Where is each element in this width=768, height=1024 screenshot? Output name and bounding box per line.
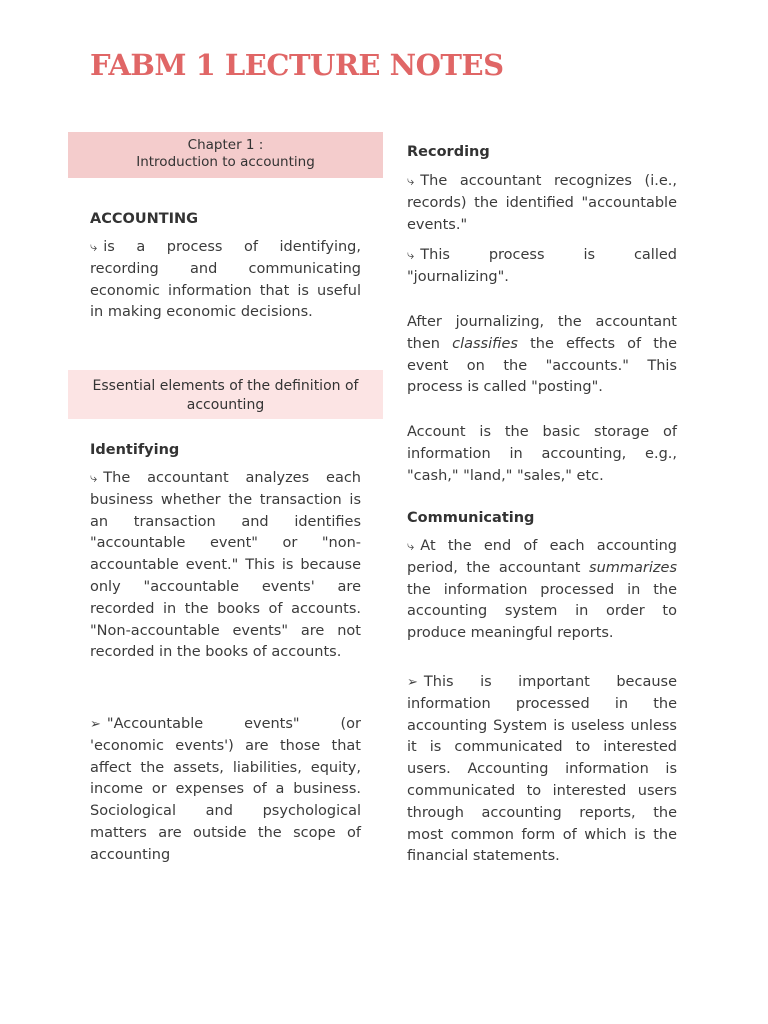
communicating-paragraph <box>407 536 677 645</box>
arrowhead-bullet-icon: ➢ <box>90 717 101 732</box>
identifying-heading: Identifying <box>90 442 180 458</box>
communicating-heading: Communicating <box>407 510 535 526</box>
account-definition-paragraph <box>407 422 677 487</box>
chapter-title: Introduction to accounting <box>136 154 315 170</box>
posting-paragraph <box>407 312 677 399</box>
account-definition-text: Account is the basic storage of information in accounting, e.g., "cash," "land," "sales," etc. <box>407 424 677 484</box>
importance-text: This is important because information processed in the accounting System is useless unless it is communicated to interested users. Accounting information is communicated to interested users through accounting reports, the most common form of which is the financial statements. <box>407 674 677 865</box>
recording-text-1: The accountant recognizes (i.e., records) the identified "accountable events." <box>407 173 677 233</box>
recording-paragraph-2 <box>407 245 677 289</box>
arrowhead-bullet-icon: ➢ <box>407 675 418 690</box>
communicating-text-emphasis: summarizes <box>589 559 678 576</box>
identifying-text: The accountant analyzes each business whether the transaction is an transaction and identifies "accountable event" or "non-accountable event." This is because only "accountable events' are recorded in the books of accounts. "Non-accountable events" are not recorded in the books of accounts. <box>90 470 361 661</box>
recording-heading: Recording <box>407 144 490 160</box>
recording-paragraph-1 <box>407 171 677 236</box>
recording-text-2: This process is called "journalizing". <box>407 247 677 285</box>
chapter-number: Chapter 1 : <box>187 137 264 153</box>
accountable-events-text: "Accountable events" (or 'economic events') are those that affect the assets, liabilities, equity, income or expenses of a business. Sociological and psychological matters are outside the scope of accounting <box>90 716 361 863</box>
communicating-text-before: At the end of each accounting period, the accountant <box>407 538 677 576</box>
document-title: FABM 1 LECTURE NOTES <box>90 48 504 82</box>
accounting-heading: ACCOUNTING <box>90 211 199 227</box>
essential-elements-band <box>68 370 383 419</box>
chapter-band <box>68 132 383 178</box>
accounting-definition <box>90 237 361 324</box>
curved-arrow-icon: ⤷ <box>407 539 415 554</box>
curved-arrow-icon: ⤷ <box>407 174 415 189</box>
accountable-events-paragraph <box>90 714 361 867</box>
communicating-text-after: the information processed in the accounting system in order to produce meaningful reports. <box>407 581 677 642</box>
curved-arrow-icon: ⤷ <box>90 240 98 255</box>
essential-elements-title: Essential elements of the definition of accounting <box>92 378 359 413</box>
identifying-paragraph <box>90 468 361 664</box>
curved-arrow-icon: ⤷ <box>407 248 415 263</box>
posting-text-before: After journalizing, the accountant then <box>407 314 677 352</box>
posting-text-after: the effects of the event on the "accounts." This process is called "posting". <box>407 335 678 396</box>
posting-text-emphasis: classifies <box>452 335 518 352</box>
accounting-definition-text: is a process of identifying, recording and communicating economic information that is useful in making economic decisions. <box>90 239 361 321</box>
curved-arrow-icon: ⤷ <box>90 471 98 486</box>
importance-paragraph <box>407 672 677 868</box>
